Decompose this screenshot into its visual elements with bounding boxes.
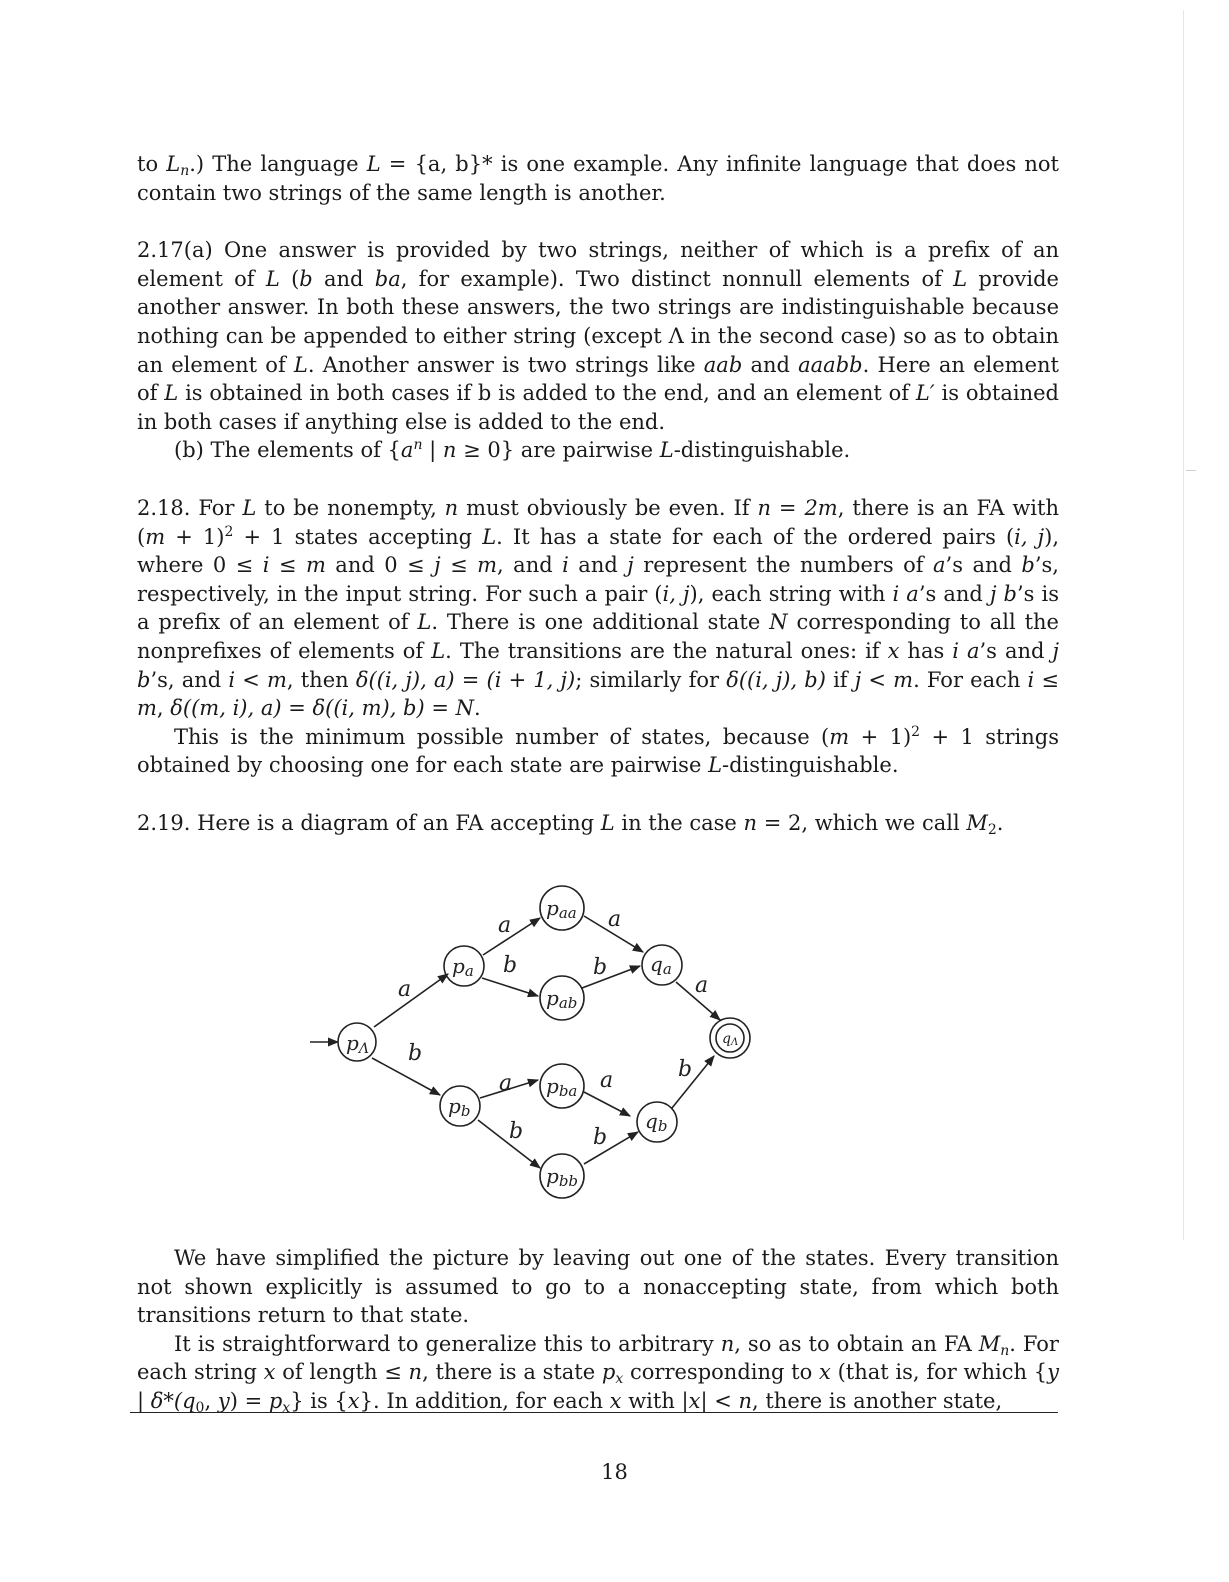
fa-diagram-svg: [300, 870, 770, 1205]
edge-label-pl-pa: a: [398, 977, 412, 1002]
state-label-p-b: pb: [448, 1094, 471, 1120]
state-label-q-a: qa: [650, 952, 672, 978]
edge-label-pab-qa: b: [593, 955, 608, 980]
generalization-paragraph: It is straightforward to generalize this to arbitrary n, so as to obtain an FA $M_n$. For each string x of length ≤ n, there is a state $p_x$ corresponding to x (that is, for which {y | $\delta*(q_0$, $y) = p_x$} is {x}. In addition, for each x with |x| < n, there is another state,: [137, 1331, 1060, 1416]
fa-diagram: [300, 870, 770, 1205]
edge-label-pl-pb: b: [408, 1041, 423, 1066]
paragraph-continuation: to $L_n$.) The language L = {a, b}* is one example. Any infinite language that does not contain two strings of the same length is another.: [137, 152, 1059, 205]
edge-label-pb-pbb: b: [509, 1119, 524, 1144]
state-label-p-bb: pbb: [546, 1164, 579, 1190]
answer-2-19: 2.19. Here is a diagram of an FA accepting L in the case n = 2, which we call $M_2$.: [137, 810, 1004, 838]
edge-label-paa-qa: a: [608, 907, 622, 932]
edge-pba-qb: [584, 1092, 630, 1116]
edge-label-pba-qb: a: [600, 1068, 614, 1093]
state-label-p-ba: pba: [546, 1074, 578, 1100]
answer-2-18-minimality: This is the minimum possible number of states, because $(m + 1)^2 + 1$ strings obtained by choosing one for each state are pairwise L-distinguishable.: [137, 723, 1059, 778]
state-label-p-ab: pab: [546, 986, 578, 1012]
scan-tick-mark: [1186, 470, 1196, 471]
edge-pl-pb: [372, 1058, 440, 1095]
edge-pa-pab: [482, 978, 538, 996]
state-label-q-b: qb: [645, 1109, 668, 1135]
edge-label-pbb-qb: b: [593, 1125, 608, 1150]
edge-pa-paa: [483, 918, 540, 955]
edge-label-qa-ql: a: [695, 973, 709, 998]
edge-pab-qa: [582, 966, 640, 988]
answer-2-17b: (b) The elements of {$a^n$ | n ≥ 0} are pairwise L-distinguishable.: [174, 437, 851, 463]
footer-rule: [130, 1412, 1058, 1413]
answer-2-17a: 2.17(a) One answer is provided by two strings, neither of which is a prefix of an element of L (b and ba, for example). Two distinct nonnull elements of L provide another answer. In both these answers, the two strings are indistinguishable because nothing can be appended to either string (except Λ in the second case) so as to obtain an element of L. Another answer is two strings like aab and aaabb. Here an element of L is obtained in both cases if b is added to the end, and an element of L′ is obtained in both cases if anything else is added to the end.: [137, 238, 1059, 434]
edge-label-pb-pba: a: [499, 1071, 513, 1096]
edge-label-qb-ql: b: [678, 1057, 693, 1082]
state-label-p-lambda: pΛ: [346, 1031, 369, 1057]
edge-label-pa-paa: a: [498, 913, 512, 938]
edge-label-pa-pab: b: [503, 953, 518, 978]
state-label-p-a: pa: [452, 954, 474, 980]
page-body-lower: [137, 1244, 1059, 1416]
scan-edge-mark: [1183, 10, 1184, 1240]
state-label-q-lambda: qΛ: [722, 1031, 739, 1048]
answer-2-18: 2.18. For L to be nonempty, n must obviously be even. If n = 2m, there is an FA with $(m + 1)^2 + 1$ states accepting L. It has a state for each of the ordered pairs (i, j), where 0 ≤ i ≤ m and 0 ≤ j ≤ m, and i and j represent the numbers of a’s and b’s, respectively, in the input string. For such a pair (i, j), each string with i a’s and j b’s is a prefix of an element of L. There is one additional state N corresponding to all the nonprefixes of elements of L. The transitions are the natural ones: if x has i a’s and j b’s, and i < m, then δ((i, j), a) = (i + 1, j); similarly for δ((i, j), b) if j < m. For each i ≤ m, δ((m, i), a) = δ((i, m), b) = N.: [137, 495, 1060, 721]
simplification-note: We have simplified the picture by leaving out one of the states. Every transition not shown explicitly is assumed to go to a nonaccepting state, from which both transitions return to that state.: [137, 1246, 1059, 1328]
page-number: 18: [601, 1460, 628, 1484]
page-body: [137, 150, 1059, 837]
state-label-p-aa: paa: [546, 896, 577, 922]
